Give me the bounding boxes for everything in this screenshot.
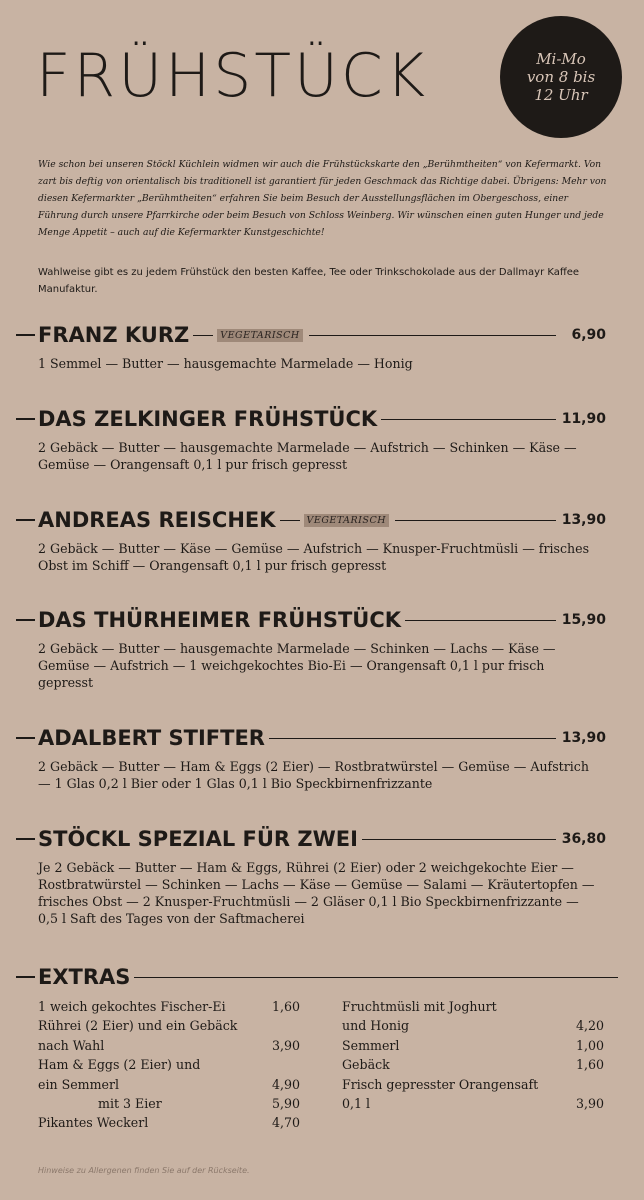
list-item: 1 weich gekochtes Fischer-Ei 1,60: [38, 999, 300, 1014]
extras-right-column: [342, 997, 604, 1113]
badge-line: Mi-Mo: [536, 50, 586, 68]
opening-hours-badge: [500, 16, 622, 138]
dash-divider: [16, 519, 35, 521]
item-price: 11,90: [561, 411, 606, 427]
leader-line: [193, 335, 213, 336]
menu-item: [16, 321, 606, 372]
leader-line: [395, 520, 556, 521]
extras-left-column: [38, 997, 300, 1133]
leader-line: [269, 738, 556, 739]
item-name: ANDREAS REISCHEK: [38, 508, 276, 532]
vegetarian-badge: VEGETARISCH: [304, 514, 389, 527]
item-name: DAS ZELKINGER FRÜHSTÜCK: [38, 407, 378, 431]
item-name: ADALBERT STIFTER: [38, 726, 265, 750]
menu-item: [16, 825, 606, 927]
dash-divider: [16, 976, 35, 978]
list-item: 0,1 l 3,90: [342, 1096, 604, 1112]
dash-divider: [16, 418, 35, 420]
coffee-note: Wahlweise gibt es zu jedem Frühstück den besten Kaffee, Tee oder Trinkschokolade aus der Dallmayr Kaffee Manufaktur.: [38, 267, 580, 295]
badge-line: von 8 bis: [526, 68, 596, 86]
item-description: 2 Gebäck — Butter — Ham & Eggs (2 Eier) — Rostbratwürstel — Gemüse — Aufstrich — 1 Glas 0,2 l Bier oder 1 Glas 0,1 l Bio Speckbirnenfrizzante: [38, 759, 589, 791]
intro-text: Wie schon bei unseren Stöckl Küchlein widmen wir auch die Frühstückskarte den „Berühmtheiten“ von Kefermarkt. Von zart bis deftig von orientalisch bis traditionell ist garantiert für jeden Geschmack das Richtige dabei. Übrigens: Mehr von diesen Kefermarkter „Berühmtheiten“ erfahren Sie beim Besuch der Ausstellungsflächen im Obergeschoss, einer Führung durch unsere Pfarrkirche oder beim Besuch von Schloss Weinberg. Wir wünschen einen guten Hunger und jede Menge Appetit – auch auf die Kefermarkter Kunstgeschichte!: [38, 159, 607, 238]
item-description: Je 2 Gebäck — Butter — Ham & Eggs, Rührei (2 Eier) oder 2 weichgekochte Eier — Rostbratwürstel — Schinken — Lachs — Käse — Gemüse — Salami — Kräutertopfen — frisches Obst — 2 Knusper-Fruchtmüsli — 2 Gläser 0,1 l Bio Speckbirnenfrizzante — 0,5 l Saft des Tages von der Saftmacherei: [38, 860, 595, 926]
list-item: Gebäck 1,60: [342, 1057, 604, 1073]
menu-item: [16, 506, 606, 574]
extras-section: [16, 963, 622, 991]
item-price: 13,90: [561, 512, 606, 528]
list-item: nach Wahl 3,90: [38, 1037, 300, 1053]
page-title: FRÜHSTÜCK: [36, 41, 429, 111]
item-name: DAS THÜRHEIMER FRÜHSTÜCK: [38, 608, 402, 632]
list-item: Semmerl 1,00: [342, 1037, 604, 1053]
leader-line: [134, 977, 618, 978]
leader-line: [405, 620, 556, 621]
dash-divider: [16, 737, 35, 739]
badge-line: 12 Uhr: [534, 86, 588, 104]
item-description: 1 Semmel — Butter — hausgemachte Marmelade — Honig: [38, 356, 413, 371]
item-name: FRANZ KURZ: [38, 323, 190, 347]
item-price: 6,90: [571, 327, 606, 343]
item-price: 15,90: [561, 612, 606, 628]
list-item: Frisch gepresster Orangensaft: [342, 1076, 539, 1092]
item-description: 2 Gebäck — Butter — hausgemachte Marmelade — Schinken — Lachs — Käse — Gemüse — Aufstrich — 1 weichgekochtes Bio-Ei — Orangensaft 0,1 l pur frisch gepresst: [38, 641, 556, 690]
item-name: STÖCKL SPEZIAL FÜR ZWEI: [38, 827, 358, 851]
vegetarian-badge: VEGETARISCH: [217, 329, 302, 342]
list-item: und Honig 4,20: [342, 1018, 604, 1034]
list-item: Rührei (2 Eier) und ein Gebäck: [38, 1018, 238, 1034]
list-item: ein Semmerl 4,90: [38, 1076, 300, 1092]
item-description: 2 Gebäck — Butter — hausgemachte Marmelade — Aufstrich — Schinken — Käse — Gemüse — Orangensaft 0,1 l pur frisch gepresst: [38, 440, 577, 472]
menu-item: [16, 405, 606, 473]
list-item: Fruchtmüsli mit Joghurt: [342, 999, 497, 1014]
dash-divider: [16, 838, 35, 840]
allergen-note: Hinweise zu Allergenen finden Sie auf der Rückseite.: [38, 1166, 250, 1175]
list-item: Pikantes Weckerl 4,70: [38, 1115, 300, 1131]
dash-divider: [16, 619, 35, 621]
leader-line: [309, 335, 556, 336]
menu-item: [16, 606, 606, 691]
extras-heading: EXTRAS: [38, 965, 131, 989]
item-price: 13,90: [561, 730, 606, 746]
menu-item: [16, 724, 606, 792]
leader-line: [362, 839, 556, 840]
list-item: Ham & Eggs (2 Eier) und: [38, 1057, 201, 1073]
dash-divider: [16, 334, 35, 336]
leader-line: [280, 520, 300, 521]
item-description: 2 Gebäck — Butter — Käse — Gemüse — Aufstrich — Knusper-Fruchtmüsli — frisches Obst im Schiff — Orangensaft 0,1 l pur frisch gepresst: [38, 541, 590, 573]
item-price: 36,80: [561, 831, 606, 847]
leader-line: [381, 419, 556, 420]
list-item: mit 3 Eier 5,90: [98, 1096, 300, 1112]
